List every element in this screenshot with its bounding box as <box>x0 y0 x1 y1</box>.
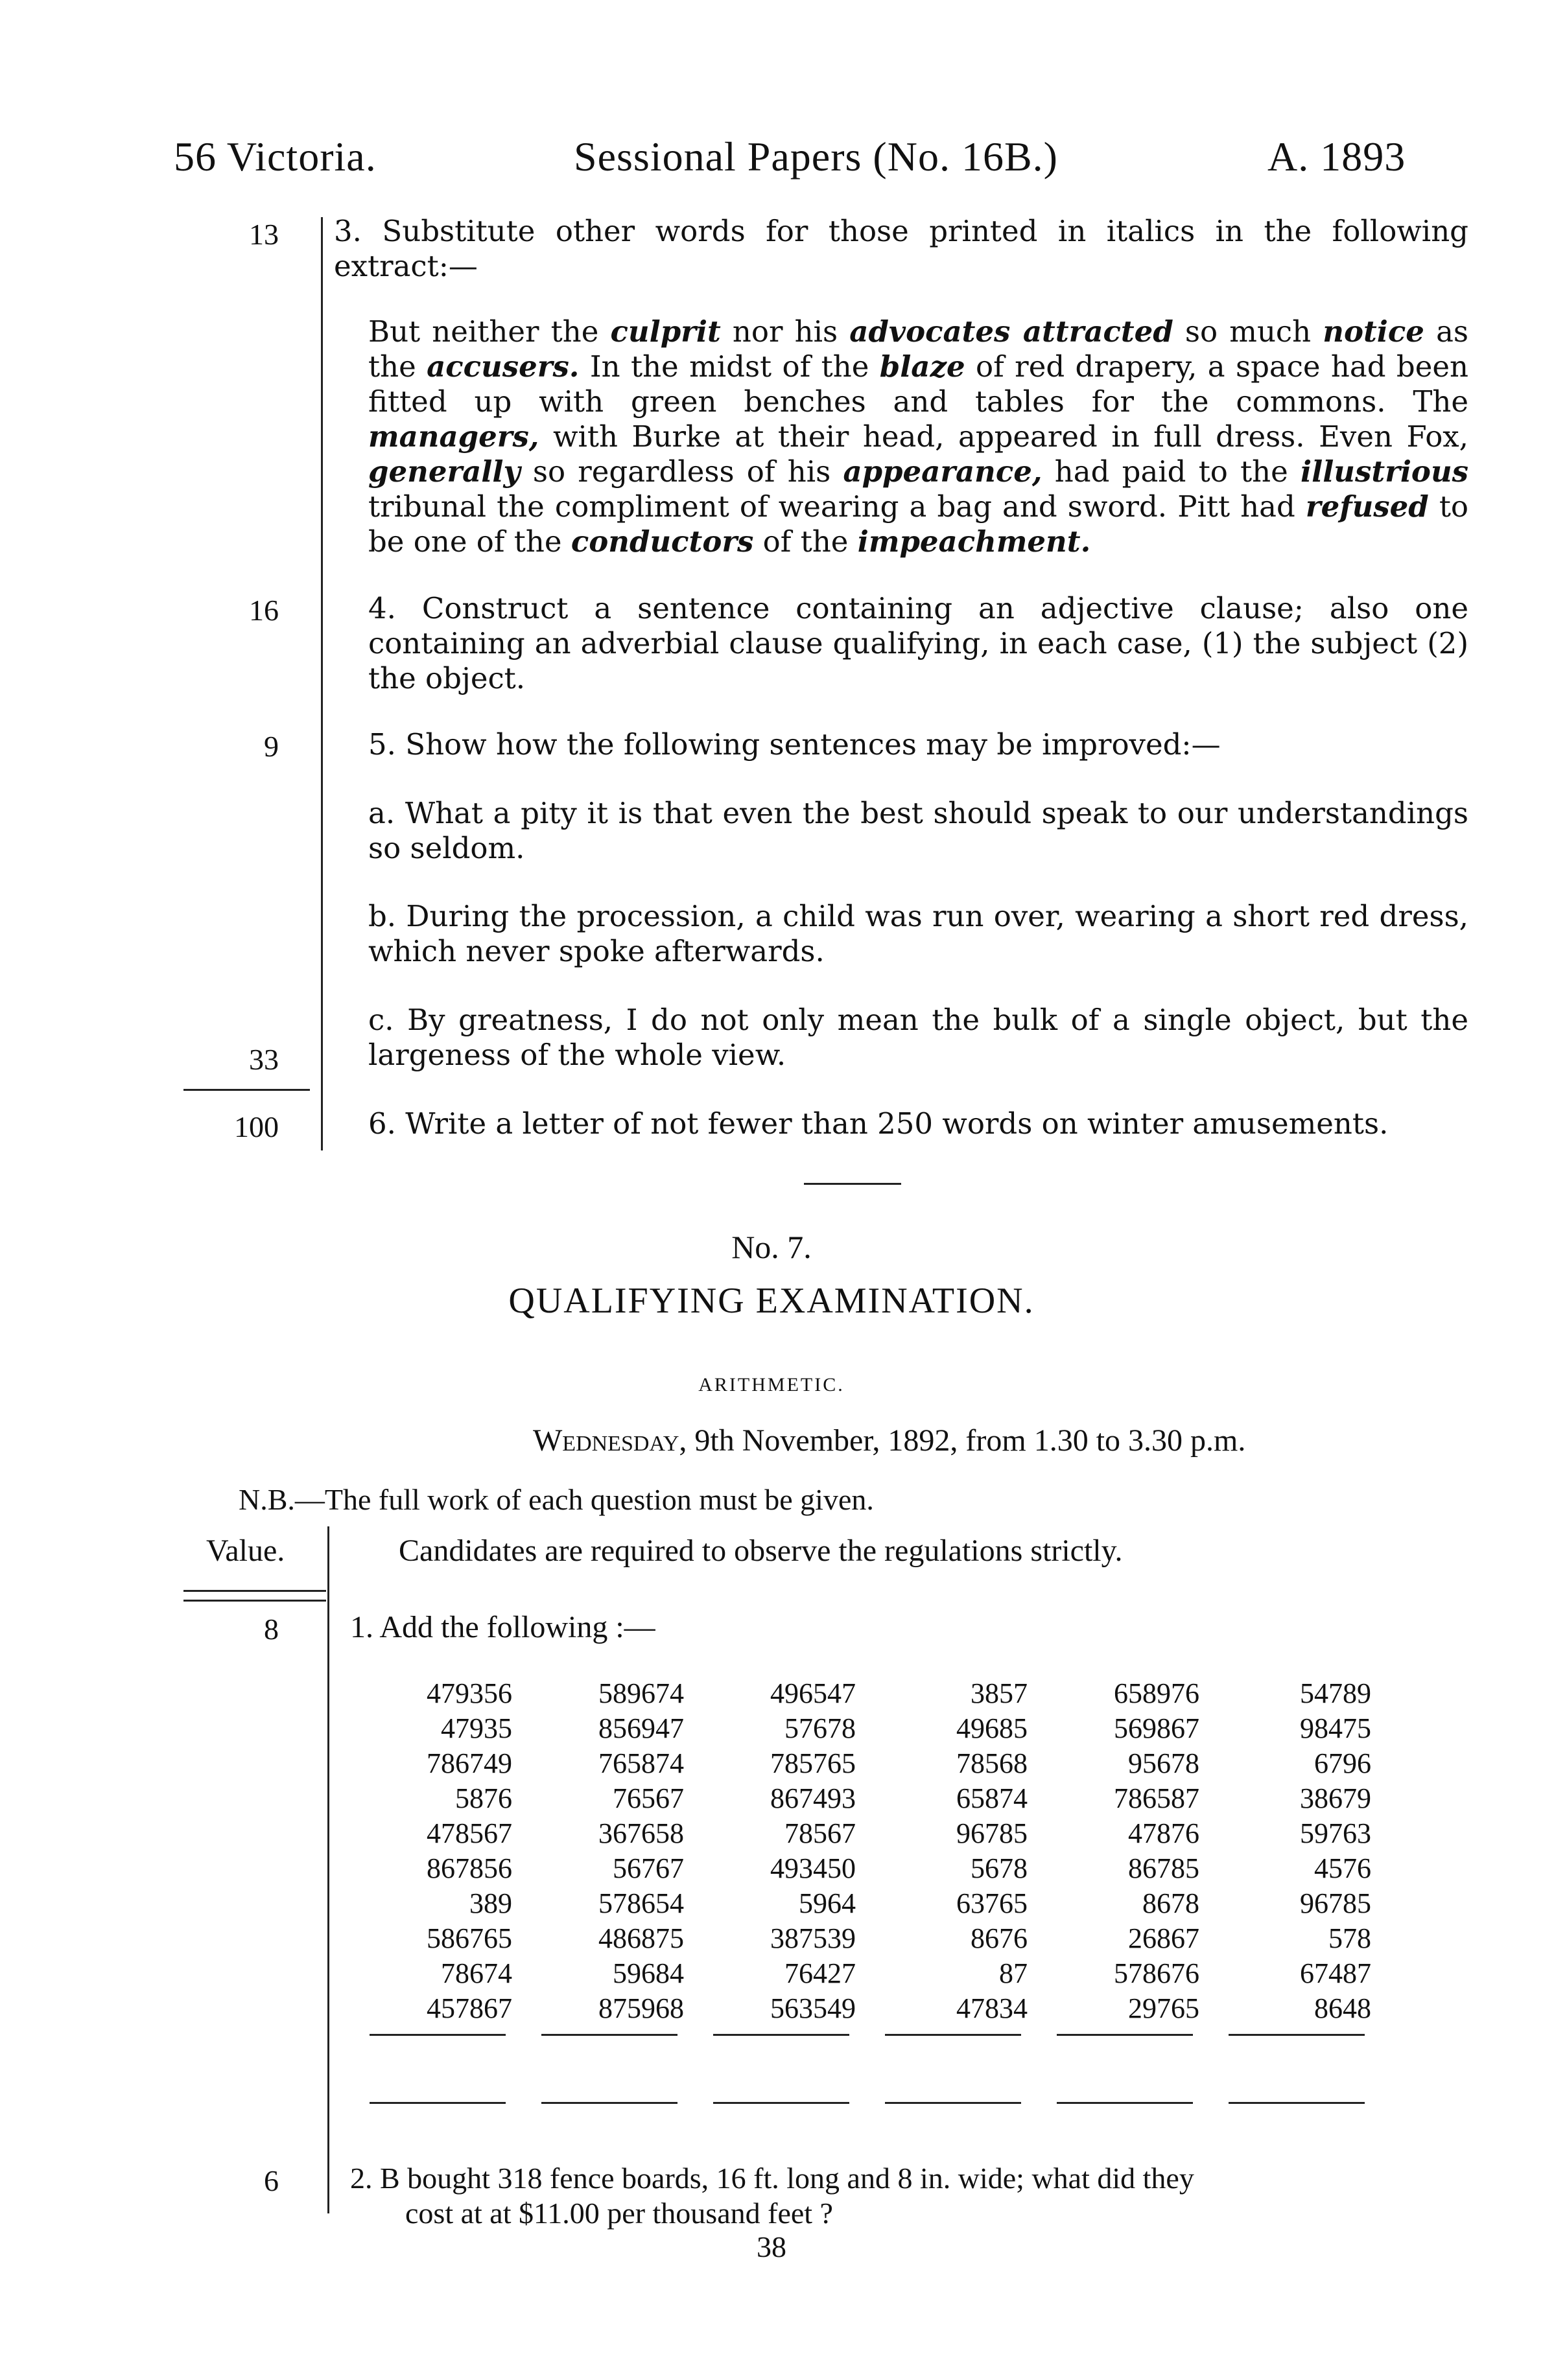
number-cell: 5678 <box>971 1852 1028 1884</box>
sum-rule <box>541 2034 677 2036</box>
passage-text: of red drapery, a space had been fitted up with green benches and tables for the commons. The <box>368 349 1468 419</box>
q2-line2: cost at at $11.00 per thousand feet ? <box>405 2197 833 2230</box>
passage-text: tribunal the compliment of wearing a bag and sword. Pitt had <box>368 489 1306 524</box>
passage-text: as the <box>368 314 1468 384</box>
number-cell: 96785 <box>1300 1887 1371 1919</box>
q3-intro: 3. Substitute other words for those printed in italics in the following extract:— <box>334 214 1468 283</box>
italic-word: advocates attracted <box>849 314 1173 349</box>
number-cell: 26867 <box>1128 1922 1199 1954</box>
table-row <box>363 1815 1371 1850</box>
addition-table <box>363 1675 1371 2025</box>
number-cell: 57678 <box>784 1712 856 1744</box>
table-row <box>363 1955 1371 1990</box>
q5-intro: 5. Show how the following sentences may be improved:— <box>368 727 1221 762</box>
number-cell: 578 <box>1328 1922 1371 1954</box>
number-cell: 76427 <box>784 1957 856 1989</box>
mark-q3: 13 <box>249 218 279 251</box>
passage-text: to be one of the <box>368 489 1469 559</box>
header-right: A. 1893 <box>1267 134 1406 180</box>
number-cell: 96785 <box>956 1817 1028 1849</box>
number-cell: 589674 <box>598 1677 684 1709</box>
sum-rule <box>1057 2102 1193 2104</box>
exam-number: No. 7. <box>731 1229 812 1265</box>
passage-text: with Burke at their head, appeared in full dress. Even Fox, <box>539 419 1468 454</box>
exam-subject: ARITHMETIC. <box>698 1374 845 1395</box>
value-rule-2 <box>183 1600 326 1602</box>
sum-rule <box>541 2102 677 2104</box>
table-row <box>363 1710 1371 1745</box>
number-cell: 387539 <box>770 1922 856 1954</box>
number-cell: 586765 <box>427 1922 512 1954</box>
table-row <box>363 1745 1371 1780</box>
number-cell: 569867 <box>1114 1712 1199 1744</box>
page-number: 38 <box>757 2230 786 2263</box>
q2-line1: 2. B bought 318 fence boards, 16 ft. long and 8 in. wide; what did they <box>350 2162 1194 2195</box>
table-row <box>363 1885 1371 1920</box>
number-cell: 78567 <box>784 1817 856 1849</box>
italic-word: managers, <box>368 419 539 454</box>
number-cell: 65874 <box>956 1782 1028 1814</box>
number-cell: 486875 <box>598 1922 684 1954</box>
marks-total-rule <box>183 1089 310 1091</box>
nb-note: N.B.—The full work of each question must be given. <box>239 1483 874 1516</box>
header-center: Sessional Papers (No. 16B.) <box>574 134 1058 180</box>
sum-rule <box>1229 2102 1365 2104</box>
number-cell: 578676 <box>1114 1957 1199 1989</box>
table-row <box>363 1990 1371 2025</box>
table-row <box>363 1675 1371 1710</box>
q5-b: b. During the procession, a child was run over, wearing a short red dress, which never spoke afterwards. <box>368 899 1468 968</box>
number-cell: 578654 <box>598 1887 684 1919</box>
number-cell: 658976 <box>1114 1677 1199 1709</box>
number-cell: 765874 <box>598 1747 684 1779</box>
number-cell: 63765 <box>956 1887 1028 1919</box>
passage-text: nor his <box>720 314 850 349</box>
italic-word: culprit <box>610 314 721 349</box>
sum-rule <box>885 2102 1021 2104</box>
mark-q5: 9 <box>264 730 279 763</box>
table-row <box>363 1920 1371 1955</box>
sum-rule <box>1229 2034 1365 2036</box>
sum-rule <box>713 2102 849 2104</box>
sum-rule <box>885 2034 1021 2036</box>
italic-word: notice <box>1323 314 1424 349</box>
q1-text: 1. Add the following :— <box>350 1610 655 1644</box>
passage-text: But neither the <box>368 314 611 349</box>
number-cell: 496547 <box>770 1677 856 1709</box>
number-cell: 49685 <box>956 1712 1028 1744</box>
margin-rule-bottom <box>327 1526 329 2213</box>
number-cell: 875968 <box>598 1992 684 2024</box>
passage-text: so regardless of his <box>520 454 843 489</box>
q5-a: a. What a pity it is that even the best should speak to our understandings so seldom. <box>368 796 1468 865</box>
q3-passage <box>368 314 1468 559</box>
number-cell: 856947 <box>598 1712 684 1744</box>
number-cell: 493450 <box>770 1852 856 1884</box>
exam-day: Wednesday, <box>533 1423 687 1458</box>
sum-rule <box>370 2034 506 2036</box>
value-label: Value. <box>206 1534 285 1568</box>
number-cell: 785765 <box>770 1747 856 1779</box>
number-cell: 563549 <box>770 1992 856 2024</box>
margin-rule-top <box>321 217 323 1150</box>
italic-word: accusers. <box>427 349 580 384</box>
number-cell: 67487 <box>1300 1957 1371 1989</box>
number-cell: 478567 <box>427 1817 512 1849</box>
number-cell: 479356 <box>427 1677 512 1709</box>
number-cell: 86785 <box>1128 1852 1199 1884</box>
number-cell: 389 <box>469 1887 512 1919</box>
sum-rule <box>713 2034 849 2036</box>
italic-word: refused <box>1305 489 1429 524</box>
number-cell: 3857 <box>971 1677 1028 1709</box>
exam-date-time: 9th November, 1892, from 1.30 to 3.30 p.m. <box>687 1423 1246 1458</box>
number-cell: 457867 <box>427 1992 512 2024</box>
exam-title: QUALIFYING EXAMINATION. <box>508 1281 1035 1321</box>
number-cell: 78674 <box>441 1957 512 1989</box>
number-cell: 8678 <box>1142 1887 1199 1919</box>
number-cell: 786749 <box>427 1747 512 1779</box>
number-cell: 47876 <box>1128 1817 1199 1849</box>
number-cell: 47935 <box>441 1712 512 1744</box>
number-cell: 56767 <box>613 1852 684 1884</box>
mark-total: 100 <box>234 1110 279 1143</box>
sum-rule <box>1057 2034 1193 2036</box>
number-cell: 786587 <box>1114 1782 1199 1814</box>
header-left: 56 Victoria. <box>174 134 377 180</box>
mark-q5-total: 33 <box>249 1043 279 1076</box>
number-cell: 367658 <box>598 1817 684 1849</box>
section-divider <box>804 1183 901 1185</box>
number-cell: 78568 <box>956 1747 1028 1779</box>
number-cell: 95678 <box>1128 1747 1199 1779</box>
passage-text: had paid to the <box>1042 454 1301 489</box>
number-cell: 29765 <box>1128 1992 1199 2024</box>
number-cell: 47834 <box>956 1992 1028 2024</box>
number-cell: 5876 <box>455 1782 512 1814</box>
number-cell: 76567 <box>613 1782 684 1814</box>
number-cell: 8676 <box>971 1922 1028 1954</box>
italic-word: impeachment. <box>857 524 1091 559</box>
number-cell: 54789 <box>1300 1677 1371 1709</box>
value-rule-1 <box>183 1590 326 1592</box>
number-cell: 867493 <box>770 1782 856 1814</box>
number-cell: 59763 <box>1300 1817 1371 1849</box>
table-row <box>363 1780 1371 1815</box>
number-cell: 87 <box>999 1957 1028 1989</box>
italic-word: illustrious <box>1301 454 1468 489</box>
number-cell: 38679 <box>1300 1782 1371 1814</box>
passage-text: of the <box>753 524 858 559</box>
mark-q4: 16 <box>249 594 279 627</box>
exam-datetime <box>533 1423 1245 1458</box>
value-q2: 6 <box>264 2164 279 2197</box>
number-cell: 4576 <box>1314 1852 1371 1884</box>
italic-word: generally <box>368 454 521 489</box>
passage-text: In the midst of the <box>579 349 880 384</box>
number-cell: 6796 <box>1314 1747 1371 1779</box>
number-cell: 5964 <box>799 1887 856 1919</box>
italic-word: conductors <box>571 524 754 559</box>
value-q1: 8 <box>264 1613 279 1646</box>
q6-text: 6. Write a letter of not fewer than 250 words on winter amusements. <box>368 1106 1389 1141</box>
sum-rule <box>370 2102 506 2104</box>
italic-word: appearance, <box>843 454 1042 489</box>
table-row <box>363 1850 1371 1885</box>
q4-text: 4. Construct a sentence containing an adjective clause; also one containing an adverbial clause qualifying, in each case, (1) the subject (2) the object. <box>368 591 1468 695</box>
number-cell: 8648 <box>1314 1992 1371 2024</box>
q5-c: c. By greatness, I do not only mean the bulk of a single object, but the largeness of the whole view. <box>368 1003 1468 1072</box>
passage-text: so much <box>1173 314 1323 349</box>
number-cell: 59684 <box>613 1957 684 1989</box>
italic-word: blaze <box>879 349 965 384</box>
number-cell: 867856 <box>427 1852 512 1884</box>
instructions: Candidates are required to observe the regulations strictly. <box>399 1534 1123 1568</box>
number-cell: 98475 <box>1300 1712 1371 1744</box>
